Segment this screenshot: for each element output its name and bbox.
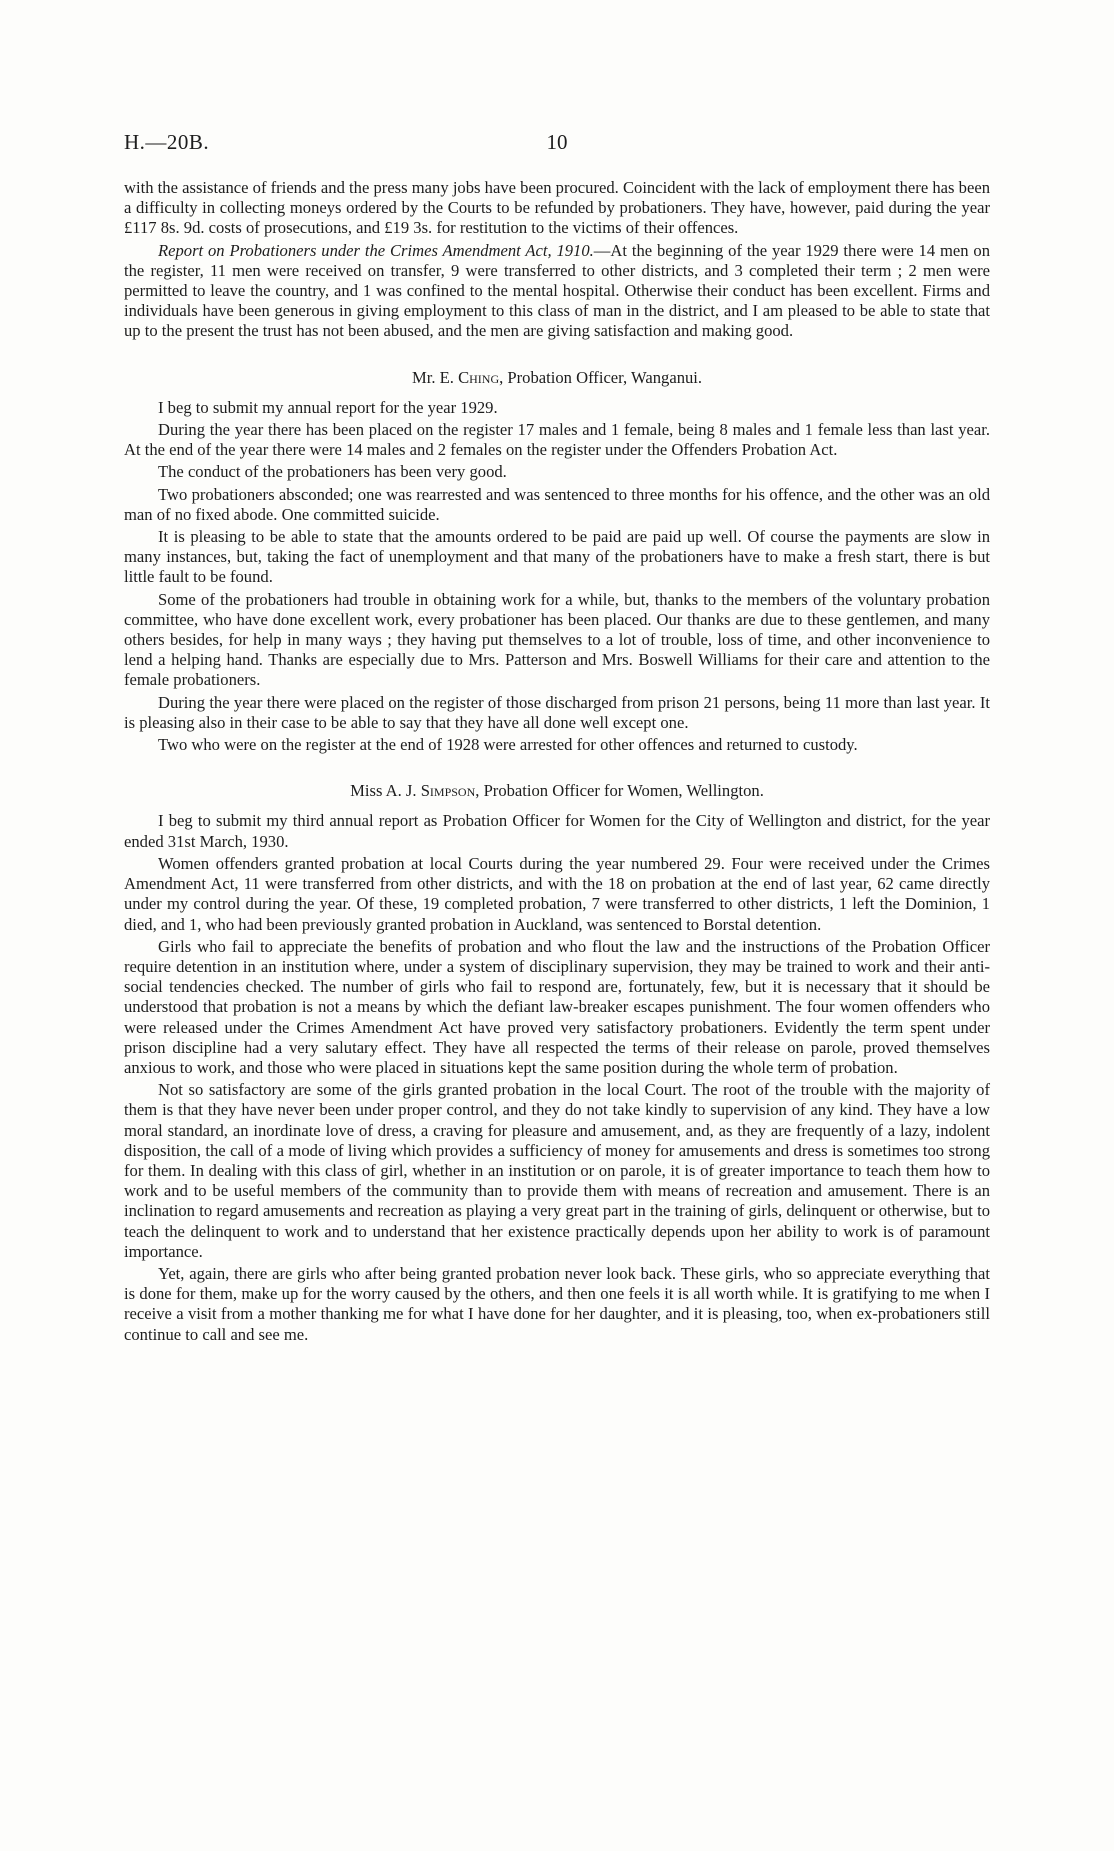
paragraph: During the year there has been placed on the register 17 males and 1 female, being 8 males and 1 female less than last year. At the end of the year there were 14 males and 2 females on the register under the Offenders Probation Act. bbox=[124, 420, 990, 460]
paragraph: Two probationers absconded; one was rearrested and was sentenced to three months for his offence, and the other was an old man of no fixed abode. One committed suicide. bbox=[124, 484, 990, 524]
page-body bbox=[124, 178, 990, 1347]
report-body: —At the beginning of the year 1929 there were 14 men on the register, 11 men were received on transfer, 9 were transferred to other districts, and 3 completed their term ; 2 men were permitted to leave the country, and 1 was confined to the mental hospital. Otherwise their conduct has been excellent. Firms and individuals have been generous in giving employment to this class of man in the district, and I am pleased to be able to state that up to the present the trust has not been abused, and the men are giving satisfaction and making good. bbox=[124, 240, 990, 341]
page-header bbox=[124, 130, 990, 160]
paragraph: During the year there were placed on the register of those discharged from prison 21 persons, being 11 more than last year. It is pleasing also in their case to be able to say that they have all done well except one. bbox=[124, 692, 990, 732]
paragraph: Two who were on the register at the end of 1928 were arrested for other offences and returned to custody. bbox=[158, 735, 858, 755]
paragraph: Some of the probationers had trouble in obtaining work for a while, but, thanks to the members of the voluntary probation committee, who have done excellent work, every probationer has been placed. Our thanks are due to these gentlemen, and many others besides, for help in many ways ; they having put themselves to a lot of trouble, loss of time, and other inconvenience to lend a helping hand. Thanks are especially due to Mrs. Patterson and Mrs. Boswell Williams for their care and attention to the female probationers. bbox=[124, 589, 990, 690]
paragraph: Yet, again, there are girls who after being granted probation never look back. These girls, who so appreciate everything that is done for them, make up for the worry caused by the others, and then one feels it is all worth while. It is gratifying to me when I receive a visit from a mother thanking me for what I have done for her daughter, and it is pleasing, too, when ex-probationers still continue to call and see me. bbox=[124, 1263, 990, 1344]
paragraph: The conduct of the probationers has been very good. bbox=[158, 462, 507, 482]
paragraph: It is pleasing to be able to state that the amounts ordered to be paid are paid up well. Of course the payments are slow in many instances, but, taking the fact of unemployment and that many of the probationers have to make a fresh start, there is but little fault to be found. bbox=[124, 527, 990, 587]
document-reference: H.—20B. bbox=[124, 130, 210, 154]
paragraph: Not so satisfactory are some of the girls granted probation in the local Court. The root of the trouble with the majority of them is that they have never been under proper control, and they do not take kindly to supervision of any kind. They have a low moral standard, an inordinate love of dress, a craving for pleasure and amusement, and, as they are frequently of a lazy, indolent disposition, the call of a mode of living which provides a sufficiency of money for amusements and dress is sometimes too strong for them. In dealing with this class of girl, whether in an institution or on parole, it is of greater importance to teach them how to work and to be useful members of the community than to provide them with means of recreation and amusement. There is an inclination to regard amusements and recreation as playing a very great part in the training of girls, delinquent or otherwise, but to teach the delinquent to work and to understand that her existence practically depends upon her ability to work is of paramount importance. bbox=[124, 1080, 990, 1261]
paragraph: I beg to submit my annual report for the year 1929. bbox=[158, 397, 498, 417]
page-number: 10 bbox=[546, 130, 568, 154]
paragraph-continuation: with the assistance of friends and the press many jobs have been procured. Coincident with the lack of employment there has been a difficulty in collecting moneys ordered by the Courts to be refunded by probationers. They have, however, paid during the year £117 8s. 9d. costs of prosecutions, and £19 3s. for restitution to the victims of their offences. bbox=[124, 178, 990, 238]
report-title-italic: Report on Probationers under the Crimes Amendment Act, 1910. bbox=[158, 240, 594, 260]
paragraph: Girls who fail to appreciate the benefits of probation and who flout the law and the instructions of the Probation Officer require detention in an institution where, under a system of disciplinary supervision, they may be trained to work and their anti-social tendencies checked. The number of girls who fail to respond are, fortunately, few, but it is necessary that it should be understood that probation is not a means by which the defiant law-breaker escapes punishment. The four women offenders who were released under the Crimes Amendment Act have proved very satisfactory probationers. Evidently the term spent under prison discipline had a very salutary effect. They have all respected the terms of their release on parole, proved themselves anxious to work, and those who were placed in situations kept the same position during the whole term of probation. bbox=[124, 936, 990, 1077]
section-heading-ching: Mr. E. Ching, Probation Officer, Wanganui. bbox=[411, 367, 703, 387]
paragraph-crimes-amendment-report bbox=[124, 241, 990, 342]
paragraph: I beg to submit my third annual report as Probation Officer for Women for the City of Wellington and district, for the year ended 31st March, 1930. bbox=[124, 811, 990, 851]
paragraph: Women offenders granted probation at local Courts during the year numbered 29. Four were received under the Crimes Amendment Act, 11 were transferred from other districts, and with the 18 on probation at the end of last year, 62 came directly under my control during the year. Of these, 19 completed probation, 7 were transferred to other districts, 1 left the Dominion, 1 died, and 1, who had been previously granted probation in Auckland, was sentenced to Borstal detention. bbox=[124, 853, 990, 934]
section-heading-simpson: Miss A. J. Simpson, Probation Officer for Women, Wellington. bbox=[350, 781, 764, 801]
